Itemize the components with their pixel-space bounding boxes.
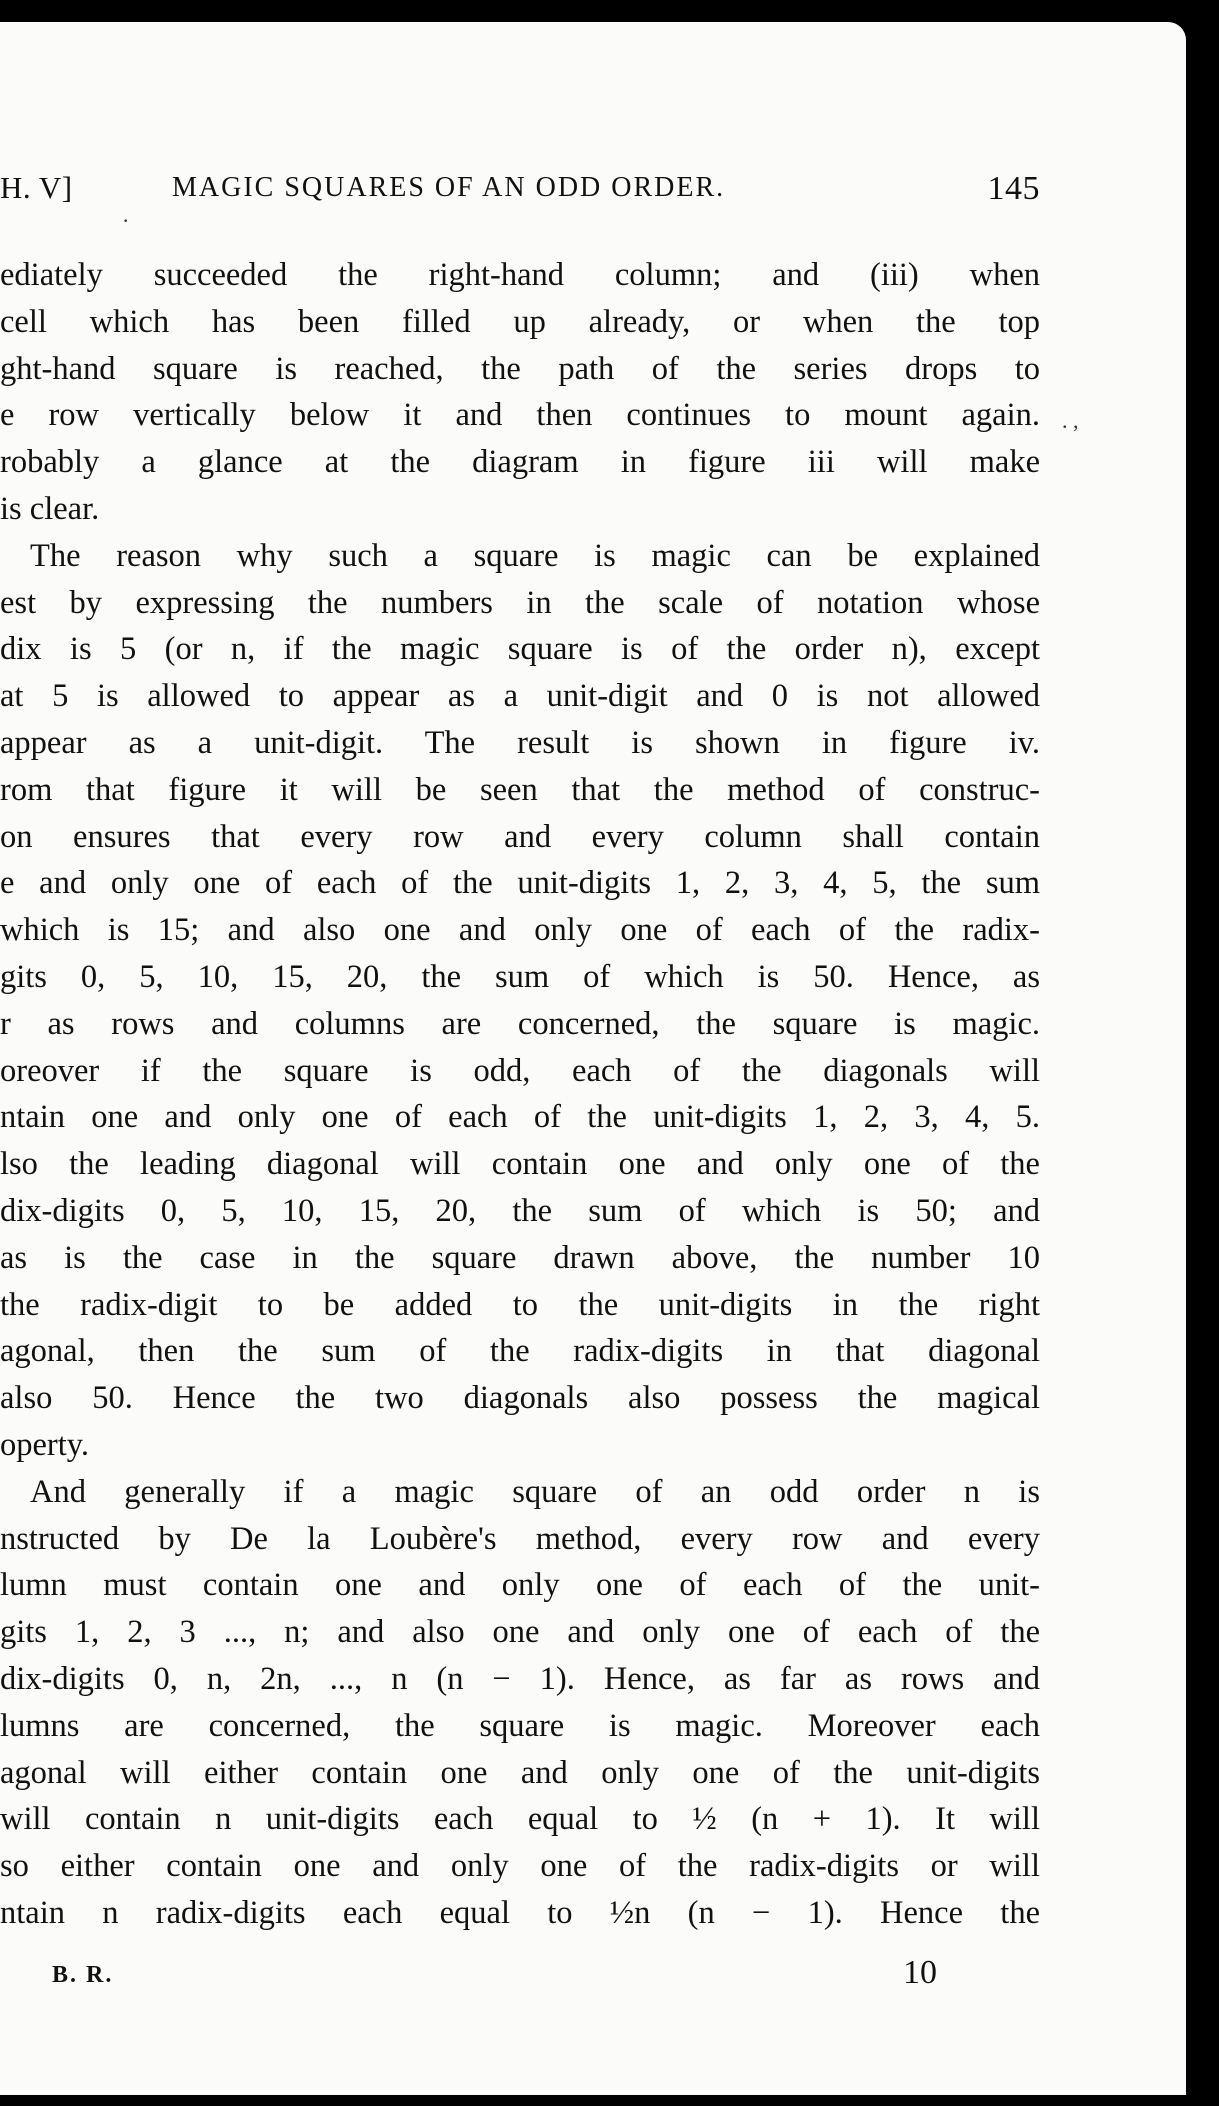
- text-line: dix is 5 (or n, if the magic square is of the order n), except: [0, 631, 1040, 668]
- text-line: gits 1, 2, 3 ..., n; and also one and only one of each of the: [0, 1614, 1040, 1651]
- page-title: MAGIC SQUARES OF AN ODD ORDER.: [172, 172, 726, 203]
- text-line: r as rows and columns are concerned, the square is magic.: [0, 1005, 1040, 1042]
- text-line: est by expressing the numbers in the scale of notation whose: [0, 584, 1040, 621]
- running-head: [0, 170, 1040, 216]
- book-page: [0, 22, 1186, 2095]
- text-line: e and only one of each of the unit-digits 1, 2, 3, 4, 5, the sum: [0, 865, 1040, 902]
- text-line: ediately succeeded the right-hand column; and (iii) when: [0, 257, 1040, 293]
- text-line: on ensures that every row and every column shall contain: [0, 818, 1040, 855]
- text-line: agonal will either contain one and only one of the unit-digits: [0, 1754, 1040, 1791]
- text-line: dix-digits 0, 5, 10, 15, 20, the sum of which is 50; and: [0, 1192, 1040, 1229]
- chapter-reference: H. V]: [0, 170, 73, 205]
- text-line: lumns are concerned, the square is magic. Moreover each: [0, 1707, 1040, 1744]
- text-line: at 5 is allowed to appear as a unit-digit and 0 is not allowed: [0, 678, 1040, 715]
- scan-speck: . ,: [1062, 408, 1079, 433]
- text-line: gits 0, 5, 10, 15, 20, the sum of which is 50. Hence, as: [0, 958, 1040, 995]
- text-line: so either contain one and only one of the radix-digits or will: [0, 1848, 1040, 1885]
- sheet-number: 10: [903, 1954, 937, 1991]
- text-line: oreover if the square is odd, each of the diagonals will: [0, 1052, 1040, 1089]
- text-line: ntain n radix-digits each equal to ½n (n − 1). Hence the: [0, 1894, 1040, 1931]
- text-line: e row vertically below it and then continues to mount again.: [0, 397, 1040, 434]
- text-line: rom that figure it will be seen that the method of construc-: [0, 771, 1040, 808]
- text-line: robably a glance at the diagram in figure iii will make: [0, 444, 1040, 481]
- text-line: is clear.: [0, 490, 100, 527]
- scan-speck: ·: [122, 208, 130, 233]
- page-footer: [0, 1954, 1040, 2004]
- text-line: nstructed by De la Loubère's method, every row and every: [0, 1520, 1040, 1557]
- text-line: will contain n unit-digits each equal to ½ (n + 1). It will: [0, 1801, 1040, 1838]
- text-line: cell which has been filled up already, or when the top: [0, 303, 1040, 340]
- text-line: The reason why such a square is magic can be explained: [30, 537, 1040, 574]
- text-line: agonal, then the sum of the radix-digits in that diagonal: [0, 1333, 1040, 1370]
- text-line: ntain one and only one of each of the unit-digits 1, 2, 3, 4, 5.: [0, 1099, 1040, 1136]
- text-line: appear as a unit-digit. The result is shown in figure iv.: [0, 724, 1040, 761]
- page-number: 145: [987, 170, 1040, 207]
- text-line: dix-digits 0, n, 2n, ..., n (n − 1). Hence, as far as rows and: [0, 1660, 1040, 1697]
- signature-mark: B. R.: [52, 1962, 114, 1988]
- text-line: operty.: [0, 1426, 90, 1463]
- text-line: also 50. Hence the two diagonals also possess the magical: [0, 1380, 1040, 1417]
- text-line: lso the leading diagonal will contain one and only one of the: [0, 1146, 1040, 1183]
- text-line: And generally if a magic square of an odd order n is: [30, 1473, 1040, 1510]
- text-line: lumn must contain one and only one of each of the unit-: [0, 1567, 1040, 1604]
- body-text: [0, 252, 1040, 1937]
- text-line: as is the case in the square drawn above, the number 10: [0, 1239, 1040, 1276]
- text-line: which is 15; and also one and only one of each of the radix-: [0, 912, 1040, 949]
- text-line: ght-hand square is reached, the path of the series drops to: [0, 350, 1040, 387]
- text-line: the radix-digit to be added to the unit-digits in the right: [0, 1286, 1040, 1323]
